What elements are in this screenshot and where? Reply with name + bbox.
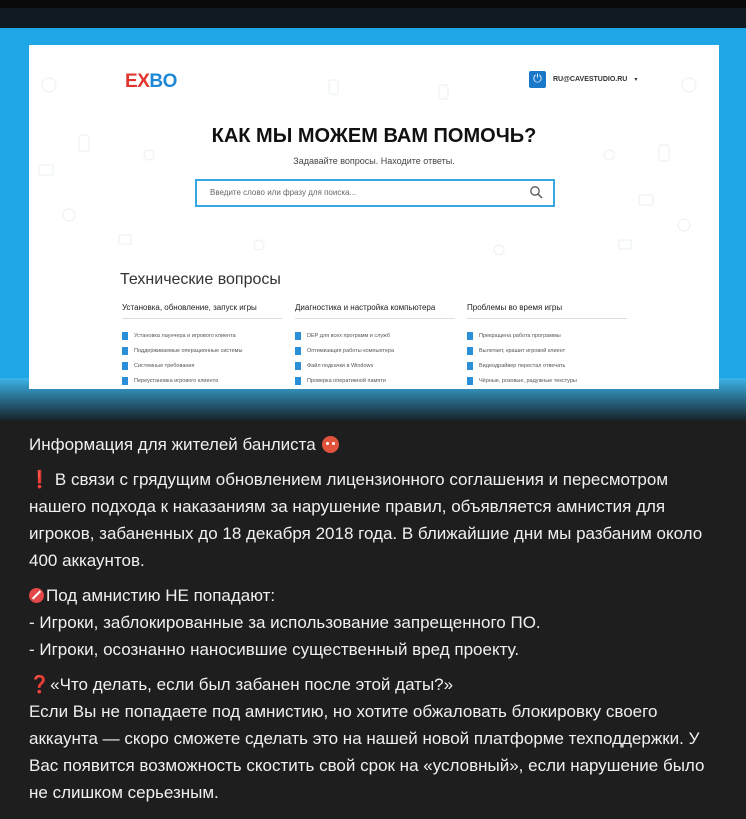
- document-icon: [122, 377, 128, 385]
- faq-link[interactable]: [122, 343, 282, 358]
- tech-questions-title: Технические вопросы: [120, 271, 281, 288]
- search-placeholder: Введите слово или фразу для поиска...: [210, 188, 357, 197]
- no-entry-icon: [29, 588, 44, 603]
- faq-link-label: Переустановка игрового клиента: [134, 377, 219, 384]
- faq-link-label: Видеодрайвер перестал отвечать: [479, 362, 566, 369]
- document-icon: [467, 332, 473, 340]
- faq-link[interactable]: [295, 373, 455, 388]
- user-menu[interactable]: [529, 71, 637, 88]
- post-body: [29, 431, 719, 814]
- faq-link[interactable]: [467, 373, 627, 388]
- document-icon: [122, 332, 128, 340]
- exbo-logo[interactable]: [125, 71, 177, 93]
- user-name: RU@CAVESTUDIO.RU: [553, 76, 628, 83]
- answer-text: Если Вы не попадаете под амнистию, но хотите обжаловать блокировку своего аккаунта — скоро сможете сделать это на нашей новой платформе техподдержки. У Вас появится возможность скостить свой срок на «условный», если нарушение было не слишком серьезным.: [29, 702, 705, 802]
- column-heading: Установка, обновление, запуск игры: [122, 303, 282, 319]
- post-heading-text: Информация для жителей банлиста: [29, 435, 316, 454]
- faq-link[interactable]: [122, 358, 282, 373]
- document-icon: [295, 377, 301, 385]
- faq-link-label: Прекращена работа программы: [479, 332, 561, 339]
- faq-link-label: Установка лаунчера и игрового клиента: [134, 332, 236, 339]
- search-icon[interactable]: [529, 185, 543, 199]
- faq-link[interactable]: [122, 373, 282, 388]
- chevron-down-icon: ▾: [634, 77, 638, 83]
- faq-column-diagnostics: [295, 303, 455, 388]
- support-site: [29, 45, 719, 389]
- faq-link-label: Вылетает, крашит игровой клиент: [479, 347, 566, 354]
- question-block: [29, 671, 719, 806]
- document-icon: [467, 347, 473, 355]
- faq-link[interactable]: [467, 358, 627, 373]
- faq-link-label: DEP для всех программ и служб: [307, 332, 391, 339]
- exclamation-icon: ❗: [29, 470, 51, 489]
- faq-column-ingame: [467, 303, 627, 388]
- faq-link[interactable]: [295, 343, 455, 358]
- faq-link-label: Файл подкачки в Windows: [307, 362, 374, 369]
- angry-face-icon: [322, 436, 339, 453]
- post-heading: [29, 431, 719, 458]
- document-icon: [122, 347, 128, 355]
- exclusion-item: - Игроки, заблокированные за использование запрещенного ПО.: [29, 613, 541, 632]
- faq-link-label: Поддерживаемые операционные системы: [134, 347, 243, 354]
- faq-link-label: Оптимизация работы компьютера: [307, 347, 395, 354]
- logo-letter-e: E: [125, 71, 138, 92]
- hero-subtitle: Задавайте вопросы. Находите ответы.: [293, 156, 455, 166]
- logo-letter-x: X: [137, 71, 150, 92]
- faq-link[interactable]: [122, 328, 282, 343]
- faq-link-label: Системные требования: [134, 362, 195, 369]
- top-bar: [0, 0, 746, 8]
- column-heading: Диагностика и настройка компьютера: [295, 303, 455, 319]
- faq-link-label: Проверка оперативной памяти: [307, 377, 386, 384]
- post-paragraph: [29, 466, 719, 574]
- document-icon: [467, 362, 473, 370]
- power-icon: ⏻: [529, 71, 546, 88]
- faq-link[interactable]: [467, 343, 627, 358]
- hero-title: КАК МЫ МОЖЕМ ВАМ ПОМОЧЬ?: [211, 125, 537, 147]
- screenshot-frame: [0, 8, 746, 420]
- question-icon: ❓: [29, 675, 51, 694]
- exclusions-title: Под амнистию НЕ попадают:: [46, 586, 276, 605]
- document-icon: [295, 347, 301, 355]
- search-input[interactable]: [195, 179, 555, 207]
- exclusion-item: - Игроки, осознанно наносившие существенный вред проекту.: [29, 640, 520, 659]
- document-icon: [295, 362, 301, 370]
- post-paragraph-text: В связи с грядущим обновлением лицензионного соглашения и пересмотром нашего подхода к наказаниям за нарушение правил, объявляется амнистия для игроков, забаненных до 18 декабря 2018 года. В ближайшие дни мы разбаним около 400 аккаунтов.: [29, 470, 703, 570]
- document-icon: [295, 332, 301, 340]
- faq-link[interactable]: [295, 358, 455, 373]
- faq-link[interactable]: [295, 328, 455, 343]
- question-text: «Что делать, если был забанен после этой даты?»: [50, 675, 454, 694]
- faq-column-install: [122, 303, 282, 388]
- logo-letters-bo: BO: [149, 71, 177, 92]
- column-heading: Проблемы во время игры: [467, 303, 627, 319]
- document-icon: [122, 362, 128, 370]
- document-icon: [467, 377, 473, 385]
- faq-link-label: Чёрные, розовые, радужные текстуры: [479, 377, 577, 384]
- faq-link[interactable]: [467, 328, 627, 343]
- exclusions-block: [29, 582, 719, 663]
